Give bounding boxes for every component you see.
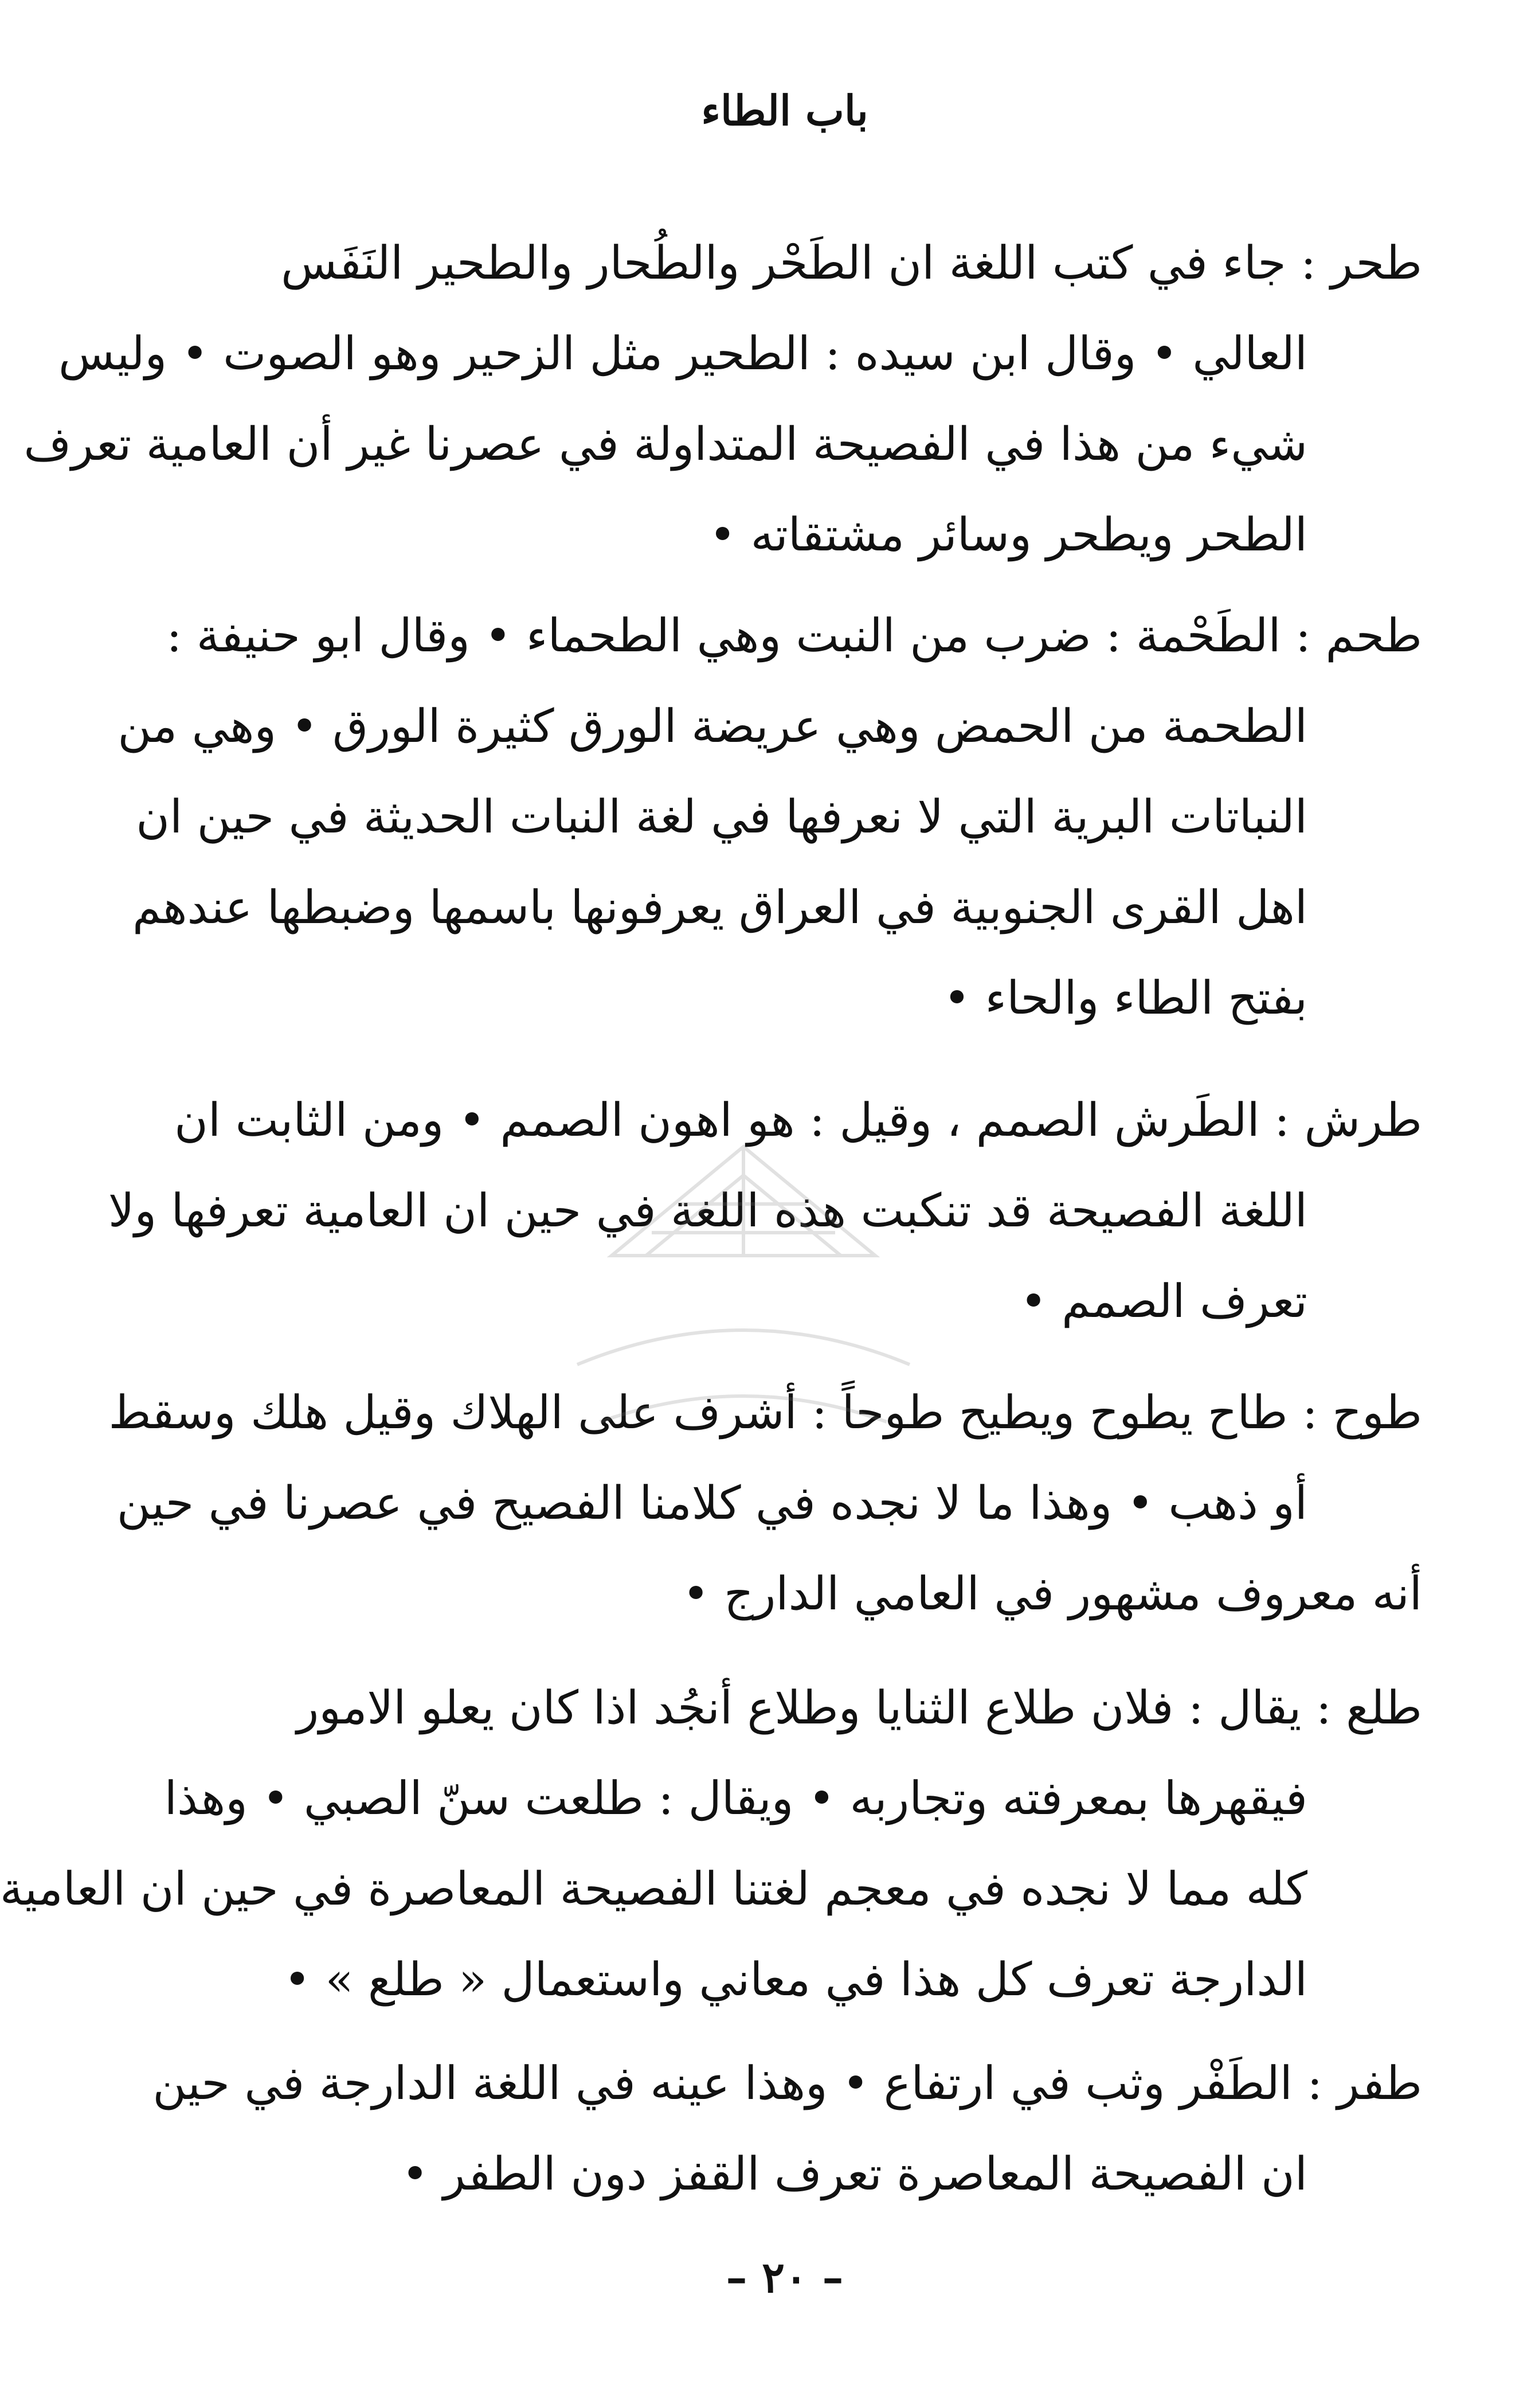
- entry-line: طفر : الطَفْر وثب في ارتفاع • وهذا عينه في اللغة الدارجة في حين: [152, 2057, 1422, 2110]
- entry-line: أنه معروف مشهور في العامي الدارج •: [682, 1567, 1422, 1620]
- dictionary-entry-talaa: [0, 1663, 1422, 2025]
- entry-line: اللغة الفصيحة قد تنكبت هذه اللغة في حين ان العامية تعرفها ولا: [108, 1184, 1307, 1237]
- archive-seal-icon: [508, 1124, 978, 1525]
- page-number: – ٢٠ –: [726, 2253, 844, 2303]
- page-title: باب الطاء: [701, 86, 868, 135]
- entry-line: طحم : الطَحْمة : ضرب من النبت وهي الطحماء • وقال ابو حنيفة :: [166, 609, 1422, 662]
- entry-line: فيقهرها بمعرفته وتجاربه • ويقال : طلعت سنّ الصبي • وهذا: [164, 1772, 1307, 1825]
- entry-line: طلع : يقال : فلان طلاع الثنايا وطلاع أنجُد اذا كان يعلو الامور: [296, 1681, 1422, 1734]
- entry-line: ان الفصيحة المعاصرة تعرف القفز دون الطفر •: [401, 2147, 1307, 2200]
- entry-line: النباتات البرية التي لا نعرفها في لغة النبات الحديثة في حين ان: [136, 790, 1307, 843]
- dictionary-entry-tafr: [138, 2038, 1422, 2219]
- entry-line: بفتح الطاء والحاء •: [943, 971, 1307, 1025]
- entry-line: أو ذهب • وهذا ما لا نجده في كلامنا الفصيح في عصرنا في حين: [116, 1476, 1307, 1530]
- entry-line: طحر : جاء في كتب اللغة ان الطَحْر والطُحار والطحير النَفَس: [281, 236, 1422, 290]
- entry-line: شيء من هذا في الفصيحة المتداولة في عصرنا غير أن العامية تعرف: [24, 417, 1307, 471]
- dictionary-entry-tahr: [24, 218, 1422, 580]
- entry-line: طوح : طاح يطوح ويطيح طوحاً : أشرف على الهلاك وقيل هلك وسقط: [108, 1386, 1422, 1439]
- entry-line: الطحر ويطحر وسائر مشتقاته •: [708, 508, 1307, 561]
- entry-line: تعرف الصمم •: [1020, 1275, 1307, 1328]
- entry-line: طرش : الطَرش الصمم ، وقيل : هو اهون الصمم • ومن الثابت ان: [174, 1093, 1422, 1147]
- entry-line: الدارجة تعرف كل هذا في معاني واستعمال « طلع » •: [284, 1953, 1307, 2006]
- entry-line: العالي • وقال ابن سيده : الطحير مثل الزحير وهو الصوت • وليس: [58, 327, 1307, 380]
- entry-line: كله مما لا نجده في معجم لغتنا الفصيحة المعاصرة في حين ان العامية: [0, 1862, 1307, 1916]
- entry-line: الطحمة من الحمض وهي عريضة الورق كثيرة الورق • وهي من: [118, 699, 1307, 753]
- dictionary-entry-tahm: [118, 591, 1422, 1043]
- entry-line: اهل القرى الجنوبية في العراق يعرفونها باسمها وضبطها عندهم: [132, 881, 1307, 934]
